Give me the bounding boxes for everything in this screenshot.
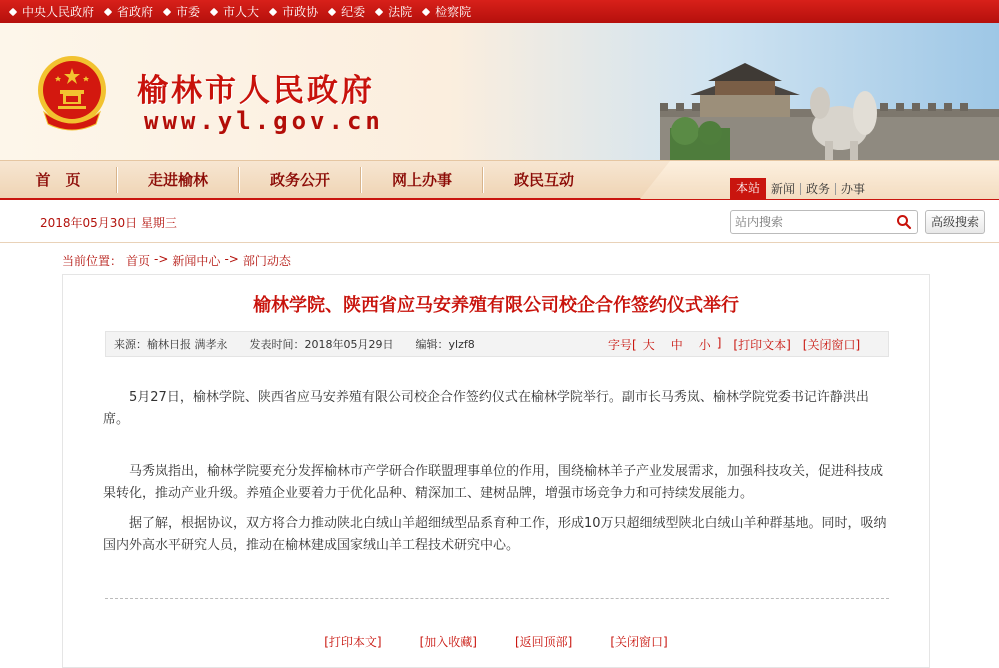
add-favorite-link[interactable]: [加入收藏]: [419, 635, 477, 649]
site-title: 榆林市人民政府: [137, 73, 375, 109]
font-size-options: [643, 336, 711, 353]
font-size-close: ]: [716, 335, 722, 350]
toplink-label: 法院: [388, 5, 413, 19]
article-footer-links: [63, 633, 929, 650]
toplink-label: 市政协: [282, 5, 319, 19]
close-window-link[interactable]: [关闭窗口]: [610, 635, 668, 649]
bullet-icon: [104, 7, 112, 15]
nav-online-service[interactable]: 网上办事: [391, 171, 452, 189]
search-icon[interactable]: [895, 213, 913, 231]
scope-tab-news[interactable]: 新闻: [771, 181, 796, 196]
toplink-city-committee[interactable]: [164, 3, 200, 20]
bullet-icon: [375, 7, 383, 15]
nav-about-yulin[interactable]: 走进榆林: [147, 171, 208, 189]
scope-tab-gov[interactable]: 政务: [800, 183, 835, 195]
top-links-bar: [0, 0, 999, 23]
bullet-icon: [9, 7, 17, 15]
breadcrumb-separator: ->: [224, 252, 239, 266]
header-banner: [0, 23, 999, 160]
toplink-procuratorate[interactable]: [423, 3, 471, 20]
toplink-label: 纪委: [341, 5, 366, 19]
article-paragraph: 据了解，根据协议，双方将合力推动陕北白绒山羊超细绒型品系育种工作，形成10万只超细绒型陕北白绒山羊种群基地。同时，吸纳国内外高水平研究人员，推动在榆林建成国家绒山羊工程技术研究中心。: [103, 516, 887, 553]
search-scope-tabs: [730, 178, 870, 199]
scope-tab-site[interactable]: 本站: [730, 178, 766, 199]
font-size-large[interactable]: 大: [642, 337, 655, 352]
header-divider: [0, 242, 999, 243]
breadcrumb-news-center[interactable]: 新闻中心: [172, 254, 221, 268]
article-meta-bar: [105, 331, 889, 357]
advanced-search-button[interactable]: 高级搜索: [925, 210, 985, 234]
toplink-central-gov[interactable]: [10, 3, 94, 20]
toplink-province-gov[interactable]: [105, 3, 153, 20]
font-size-label: 字号[: [608, 337, 637, 352]
breadcrumb-separator: ->: [154, 252, 169, 266]
search-box: [730, 210, 918, 234]
toplink-discipline[interactable]: [329, 3, 365, 20]
search-input[interactable]: [735, 212, 895, 232]
national-emblem-icon: [36, 50, 108, 134]
article-title: 榆林学院、陕西省应马安养殖有限公司校企合作签约仪式举行: [253, 295, 739, 316]
bullet-icon: [328, 7, 336, 15]
print-text-link[interactable]: [打印文本]: [733, 337, 791, 352]
article-paragraph: 5月27日，榆林学院、陕西省应马安养殖有限公司校企合作签约仪式在榆林学院举行。副市长马秀岚、榆林学院党委书记许静洪出席。: [103, 390, 869, 427]
breadcrumb-dept-news[interactable]: 部门动态: [242, 254, 291, 268]
article-source: 来源：榆林日报 满孝永: [114, 338, 228, 351]
article-divider: [105, 598, 889, 599]
city-wall-scene: [640, 23, 999, 160]
back-to-top-link[interactable]: [返回顶部]: [515, 635, 573, 649]
font-size-small[interactable]: 小: [698, 337, 711, 352]
bullet-icon: [163, 7, 171, 15]
current-date: 2018年05月30日 星期三: [40, 216, 177, 230]
toplink-cppcc[interactable]: [270, 3, 318, 20]
font-size-medium[interactable]: 中: [670, 337, 683, 352]
article-paragraph: 马秀岚指出，榆林学院要充分发挥榆林市产学研合作联盟理事单位的作用，围绕榆林羊子产业发展需求，加强科技攻关，促进科技成果转化，推动产业升级。养殖企业要着力于优化品种、精深加工、建树品牌，增强市场竞争力和可持续发展能力。: [103, 464, 884, 501]
toplink-label: 市委: [176, 5, 201, 19]
scope-tab-service[interactable]: 办事: [835, 183, 870, 195]
nav-interaction[interactable]: 政民互动: [513, 171, 574, 189]
article-tools: [608, 336, 860, 353]
toplink-label: 检察院: [435, 5, 472, 19]
bullet-icon: [269, 7, 277, 15]
article-editor: 编辑：ylzf8: [415, 338, 475, 351]
article-published: 发表时间：2018年05月29日: [249, 338, 394, 351]
toplink-court[interactable]: [376, 3, 412, 20]
article-body: [103, 387, 893, 577]
toplink-npc[interactable]: [211, 3, 259, 20]
breadcrumb-prefix: 当前位置：: [62, 254, 123, 268]
toplink-label: 中央人民政府: [22, 5, 95, 19]
nav-gov-affairs[interactable]: 政务公开: [269, 171, 330, 189]
article-container: [62, 274, 930, 668]
nav-home[interactable]: 首 页: [35, 171, 81, 189]
breadcrumb-home[interactable]: 首页: [126, 254, 151, 268]
bullet-icon: [210, 7, 218, 15]
site-url: www.yl.gov.cn: [144, 107, 384, 135]
toplink-label: 省政府: [117, 5, 154, 19]
close-window-link[interactable]: [关闭窗口]: [802, 337, 861, 352]
bullet-icon: [422, 7, 430, 15]
toplink-label: 市人大: [223, 5, 260, 19]
print-article-link[interactable]: [打印本文]: [324, 635, 382, 649]
breadcrumb: [62, 252, 291, 269]
